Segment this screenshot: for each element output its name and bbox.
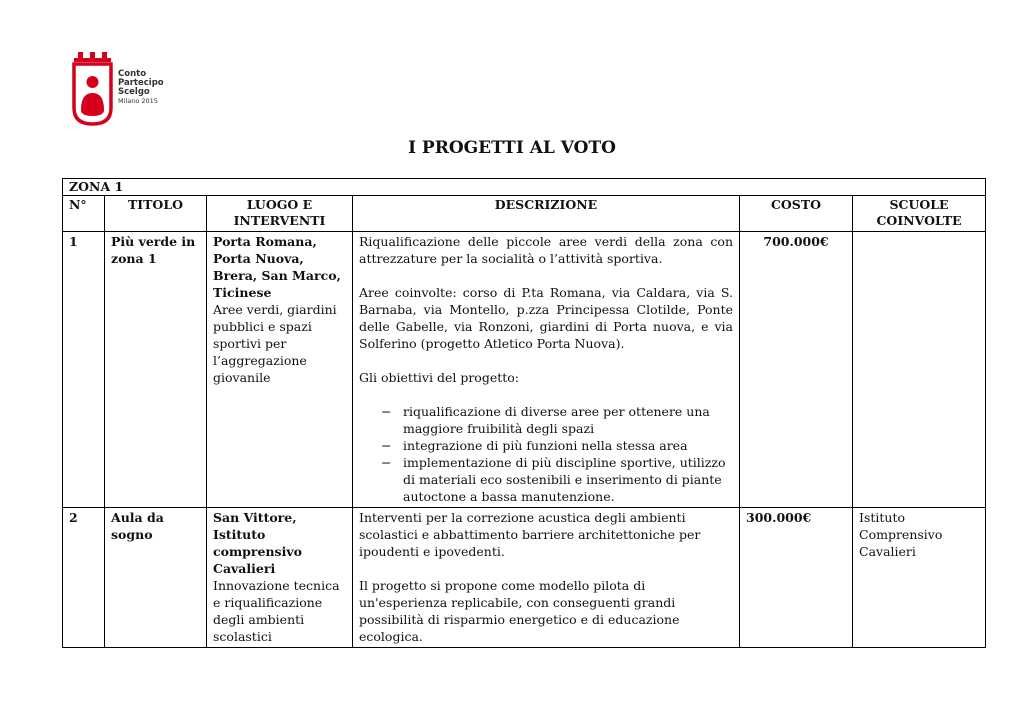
logo-emblem-icon [70,52,116,128]
row-luogo [207,232,353,508]
header-scuole: SCUOLE COINVOLTE [853,196,986,232]
row-num: 1 [63,232,105,508]
row-titolo: Più verde in zona 1 [105,232,207,508]
logo-text [118,70,164,106]
table-row [63,232,986,508]
list-item [359,437,733,454]
header-descrizione: DESCRIZIONE [353,196,740,232]
list-item-text: integrazione di più funzioni nella stessa area [403,438,688,453]
list-item [359,403,733,437]
row-descrizione [353,232,740,508]
page-title: I PROGETTI AL VOTO [408,138,616,158]
desc-paragraph: Interventi per la correzione acustica degli ambienti scolastici e abbattimento barriere architettoniche per ipoudenti e ipovedenti. [359,510,701,559]
list-item-text: riqualificazione di diverse aree per ottenere una maggiore fruibilità degli spazi [403,404,710,436]
header-row [63,196,986,232]
zona-row [63,179,986,196]
row-scuole [853,232,986,508]
projects-table [62,178,986,648]
logo-line-4: Milano 2015 [118,97,158,105]
dash-bullet-icon: − [381,455,392,470]
row-luogo-interventi: Innovazione tecnica e riqualificazione degli ambienti scolastici [213,578,340,644]
dash-bullet-icon: − [381,438,392,453]
logo [70,48,166,128]
row-costo: 300.000€ [740,508,853,648]
logo-line-2: Partecipo [118,78,164,88]
row-luogo-interventi: Aree verdi, giardini pubblici e spazi sportivi per l’aggregazione giovanile [213,302,337,385]
logo-line-1: Conto [118,69,147,79]
row-luogo-places: San Vittore, Istituto comprensivo Cavalieri [213,510,302,576]
row-luogo-places: Porta Romana, Porta Nuova, Brera, San Marco, Ticinese [213,234,341,300]
list-item-text: implementazione di più discipline sportive, utilizzo di materiali eco sostenibili e inserimento di piante autoctone a bassa manutenzione. [403,455,726,504]
desc-paragraph: Gli obiettivi del progetto: [359,370,520,385]
row-num: 2 [63,508,105,648]
row-luogo [207,508,353,648]
row-scuole: Istituto Comprensivo Cavalieri [853,508,986,648]
header-titolo: TITOLO [105,196,207,232]
row-titolo: Aula da sogno [105,508,207,648]
logo-line-3: Scelgo [118,87,150,97]
list-item [359,454,733,505]
desc-paragraph: Riqualificazione delle piccole aree verdi della zona con attrezzature per la socialità o l’attività sportiva. [359,234,733,266]
table-row [63,508,986,648]
row-costo: 700.000€ [740,232,853,508]
header-num: N° [63,196,105,232]
desc-paragraph: Il progetto si propone come modello pilota di un'esperienza replicabile, con conseguenti grandi possibilità di risparmio energetico e di educazione ecologica. [359,578,680,644]
objectives-list [359,403,733,505]
row-descrizione [353,508,740,648]
zona-label: ZONA 1 [63,179,986,196]
dash-bullet-icon: − [381,404,392,419]
header-luogo: LUOGO E INTERVENTI [207,196,353,232]
header-costo: COSTO [740,196,853,232]
desc-paragraph: Aree coinvolte: corso di P.ta Romana, via Caldara, via S. Barnaba, via Montello, p.zza Principessa Clotilde, Ponte delle Gabelle, via Ronzoni, giardini di Porta nuova, e via Solferino (progetto Atletico Porta Nuova). [359,285,733,351]
